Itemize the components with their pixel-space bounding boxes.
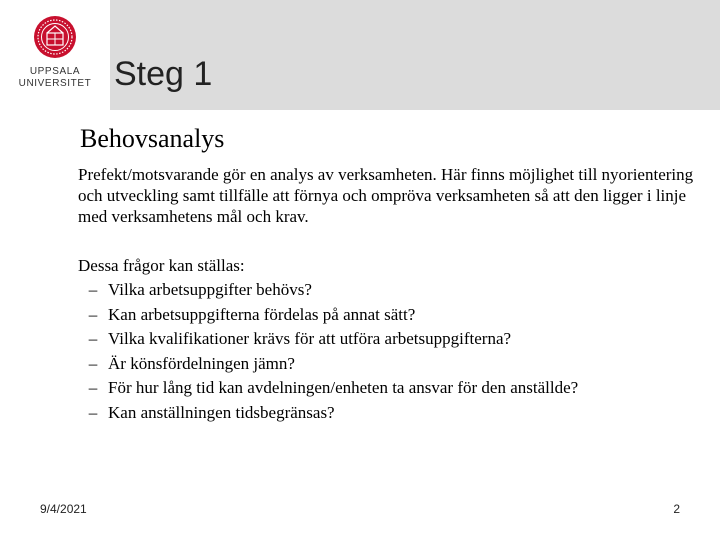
question-text: För hur lång tid kan avdelningen/enheten ta ansvar för den anställde?: [108, 378, 579, 397]
questions-list: [78, 278, 698, 425]
question-item: [78, 327, 698, 352]
question-item: [78, 352, 698, 377]
footer-date: 9/4/2021: [40, 502, 87, 516]
dash-bullet: –: [88, 378, 98, 397]
question-item: [78, 278, 698, 303]
dash-bullet: –: [88, 402, 98, 422]
slide-title: Steg 1: [114, 55, 213, 93]
question-item: [78, 401, 698, 426]
question-text: Är könsfördelningen jämn?: [108, 353, 295, 373]
dash-bullet: –: [88, 353, 98, 373]
dash-bullet: –: [88, 329, 98, 348]
logo-line-2: UNIVERSITET: [18, 78, 92, 89]
slide-body: [78, 124, 698, 425]
logo-line-1: UPPSALA: [29, 66, 81, 77]
question-text: Kan anställningen tidsbegränsas?: [108, 402, 335, 422]
questions-intro: Dessa frågor kan ställas:: [78, 256, 245, 275]
logo-wordmark: [14, 66, 96, 90]
body-paragraph: Prefekt/motsvarande gör en analys av verksamheten. Här finns möjlighet till nyorientering och utveckling samt tillfälle att förnya och ompröva verksamheten så att den ligger i linje med verksamhetens mål och krav.: [78, 165, 694, 226]
question-text: Kan arbetsuppgifterna fördelas på annat sätt?: [108, 304, 416, 324]
section-heading: Behovsanalys: [80, 124, 225, 153]
question-item: [78, 303, 698, 328]
question-text: Vilka arbetsuppgifter behövs?: [108, 280, 312, 299]
slide-header: [0, 0, 720, 110]
dash-bullet: –: [88, 280, 98, 299]
question-text: Vilka kvalifikationer krävs för att utföra arbetsuppgifterna?: [108, 329, 512, 348]
page-number: 2: [673, 502, 680, 516]
university-logo: [0, 0, 110, 110]
dash-bullet: –: [88, 304, 98, 324]
question-item: [78, 376, 698, 401]
university-seal-icon: [33, 15, 77, 59]
